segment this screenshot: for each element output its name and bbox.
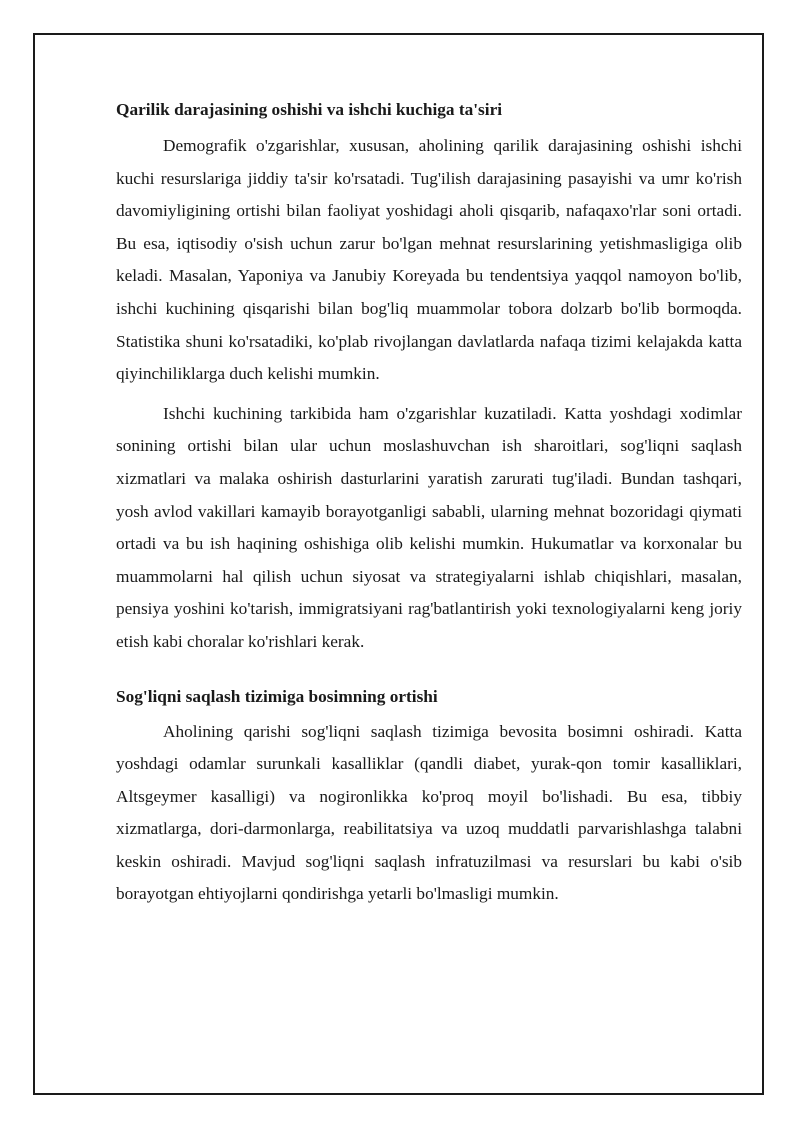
section-heading-aging-workforce: Qarilik darajasining oshishi va ishchi kuchiga ta'siri (116, 100, 503, 119)
section-heading-healthcare-pressure: Sog'liqni saqlash tizimiga bosimning ortishi (116, 686, 438, 706)
document-body (116, 93, 742, 911)
paragraph: Demografik o'zgarishlar, xususan, aholining qarilik darajasining oshishi ishchi kuchi resurslariga jiddiy ta'sir ko'rsatadi. Tug'ilish darajasining pasayishi va umr ko'rish davomiyligining ortishi bilan faoliyat yoshidagi aholi qisqarib, nafaqaxo'rlar soni ortadi. Bu esa, iqtisodiy o'sish uchun zarur bo'lgan mehnat resurslarining yetishmasligiga olib keladi. Masalan, Yaponiya va Janubiy Koreyada bu tendentsiya yaqqol namoyon bo'lib, ishchi kuchining qisqarishi bilan bog'liq muammolar tobora dolzarb bo'lib bormoqda. Statistika shuni ko'rsatadiki, ko'plab rivojlangan davlatlarda nafaqa tizimi kelajakda katta qiyinchiliklarga duch kelishi mumkin. (116, 136, 742, 384)
paragraph: Ishchi kuchining tarkibida ham o'zgarishlar kuzatiladi. Katta yoshdagi xodimlar sonining ortishi bilan ular uchun moslashuvchan ish sharoitlari, sog'liqni saqlash xizmatlari va malaka oshirish dasturlarini yaratish zarurati tug'iladi. Bundan tashqari, yosh avlod vakillari kamayib borayotganligi sababli, ularning mehnat bozoridagi qiymati ortadi va bu ish haqining oshishiga olib kelishi mumkin. Hukumatlar va korxonalar bu muammolarni hal qilish uchun siyosat va strategiyalarni ishlab chiqishlari, masalan, pensiya yoshini ko'tarish, immigratsiyani rag'batlantirish yoki texnologiyalarni keng joriy etish kabi choralar ko'rishlari kerak. (116, 403, 742, 651)
paragraph: Aholining qarishi sog'liqni saqlash tizimiga bevosita bosimni oshiradi. Katta yoshdagi odamlar surunkali kasalliklar (qandli diabet, yurak-qon tomir kasalliklari, Altsgeymer kasalligi) va nogironlikka ko'proq moyil bo'lishadi. Bu esa, tibbiy xizmatlarga, dori-darmonlarga, reabilitatsiya va uzoq muddatli parvarishlashga talabni keskin oshiradi. Mavjud sog'liqni saqlash infratuzilmasi va resurslari bu kabi o'sib borayotgan ehtiyojlarni qondirishga yetarli bo'lmasligi mumkin. (116, 721, 742, 904)
